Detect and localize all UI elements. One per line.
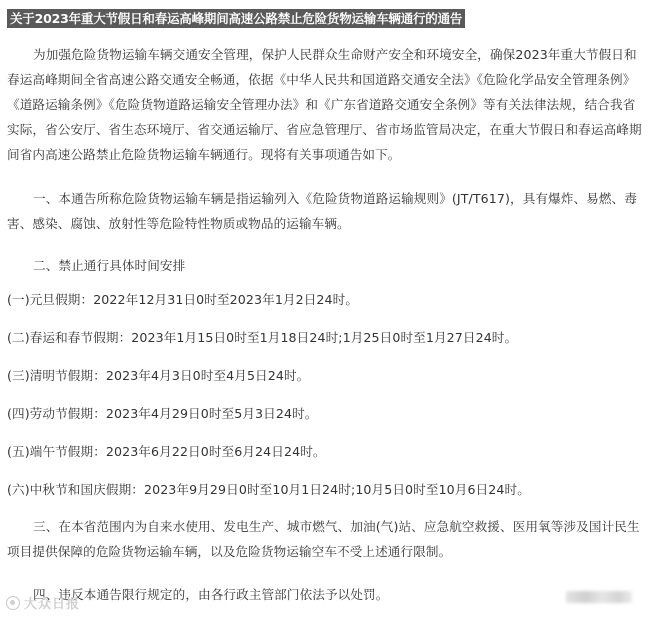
clause-3-paragraph: 三、在本省范围内为自来水使用、发电生产、城市燃气、加油(气)站、应急航空救援、医用氧等涉及国计民生项目提供保障的危险货物运输车辆，以及危险货物运输空车不受上述通行限制。: [7, 519, 640, 559]
blurred-region: [566, 591, 632, 603]
clause-2-heading: 二、禁止通行具体时间安排: [33, 258, 186, 273]
schedule-item-new-year: (一)元旦假期：2022年12月31日0时至2023年1月2日24时。: [7, 292, 359, 307]
clause-4-paragraph: 四、违反本通告限行规定的，由各行政主管部门依法予以处罚。: [33, 587, 389, 602]
schedule-item-qingming: (三)清明节假期：2023年4月3日0时至4月5日24时。: [7, 368, 310, 383]
footer-watermark-area: [0, 590, 652, 620]
clause-1-paragraph: 一、本通告所称危险货物运输车辆是指运输列入《危险货物道路运输规则》(JT/T617)，具有爆炸、易燃、毒害、感染、腐蚀、放射性等危险特性物质或物品的运输车辆。: [7, 191, 637, 231]
document-title-wrap: [7, 8, 465, 28]
schedule-item-mid-autumn-national-day: (六)中秋节和国庆假期：2023年9月29日0时至10月1日24时;10月5日0时至10月6日24时。: [7, 482, 530, 497]
document-title: 关于2023年重大节假日和春运高峰期间高速公路禁止危险货物运输车辆通行的通告: [7, 9, 465, 28]
schedule-item-labor-day: (四)劳动节假期：2023年4月29日0时至5月3日24时。: [7, 406, 318, 421]
watermark-logo-icon: [6, 596, 20, 610]
watermark-text: 大众日报: [24, 597, 81, 612]
intro-paragraph: 为加强危险货物运输车辆交通安全管理，保护人民群众生命财产安全和环境安全，确保2023年重大节假日和春运高峰期间全省高速公路交通安全畅通，依据《中华人民共和国道路交通安全法》《危险化学品安全管理条例》《道路运输条例》《危险货物道路运输安全管理办法》和《广东省道路交通安全条例》等有关法律法规，结合我省实际，省公安厅、省生态环境厅、省交通运输厅、省应急管理厅、省市场监管局决定，在重大节假日和春运高峰期间省内高速公路禁止危险货物运输车辆通行。现将有关事项通告如下。: [7, 47, 642, 162]
schedule-item-dragon-boat: (五)端午节假期：2023年6月22日0时至6月24日24时。: [7, 444, 326, 459]
schedule-item-spring-festival: (二)春运和春节假期：2023年1月15日0时至1月18日24时;1月25日0时至1月27日24时。: [7, 330, 518, 345]
